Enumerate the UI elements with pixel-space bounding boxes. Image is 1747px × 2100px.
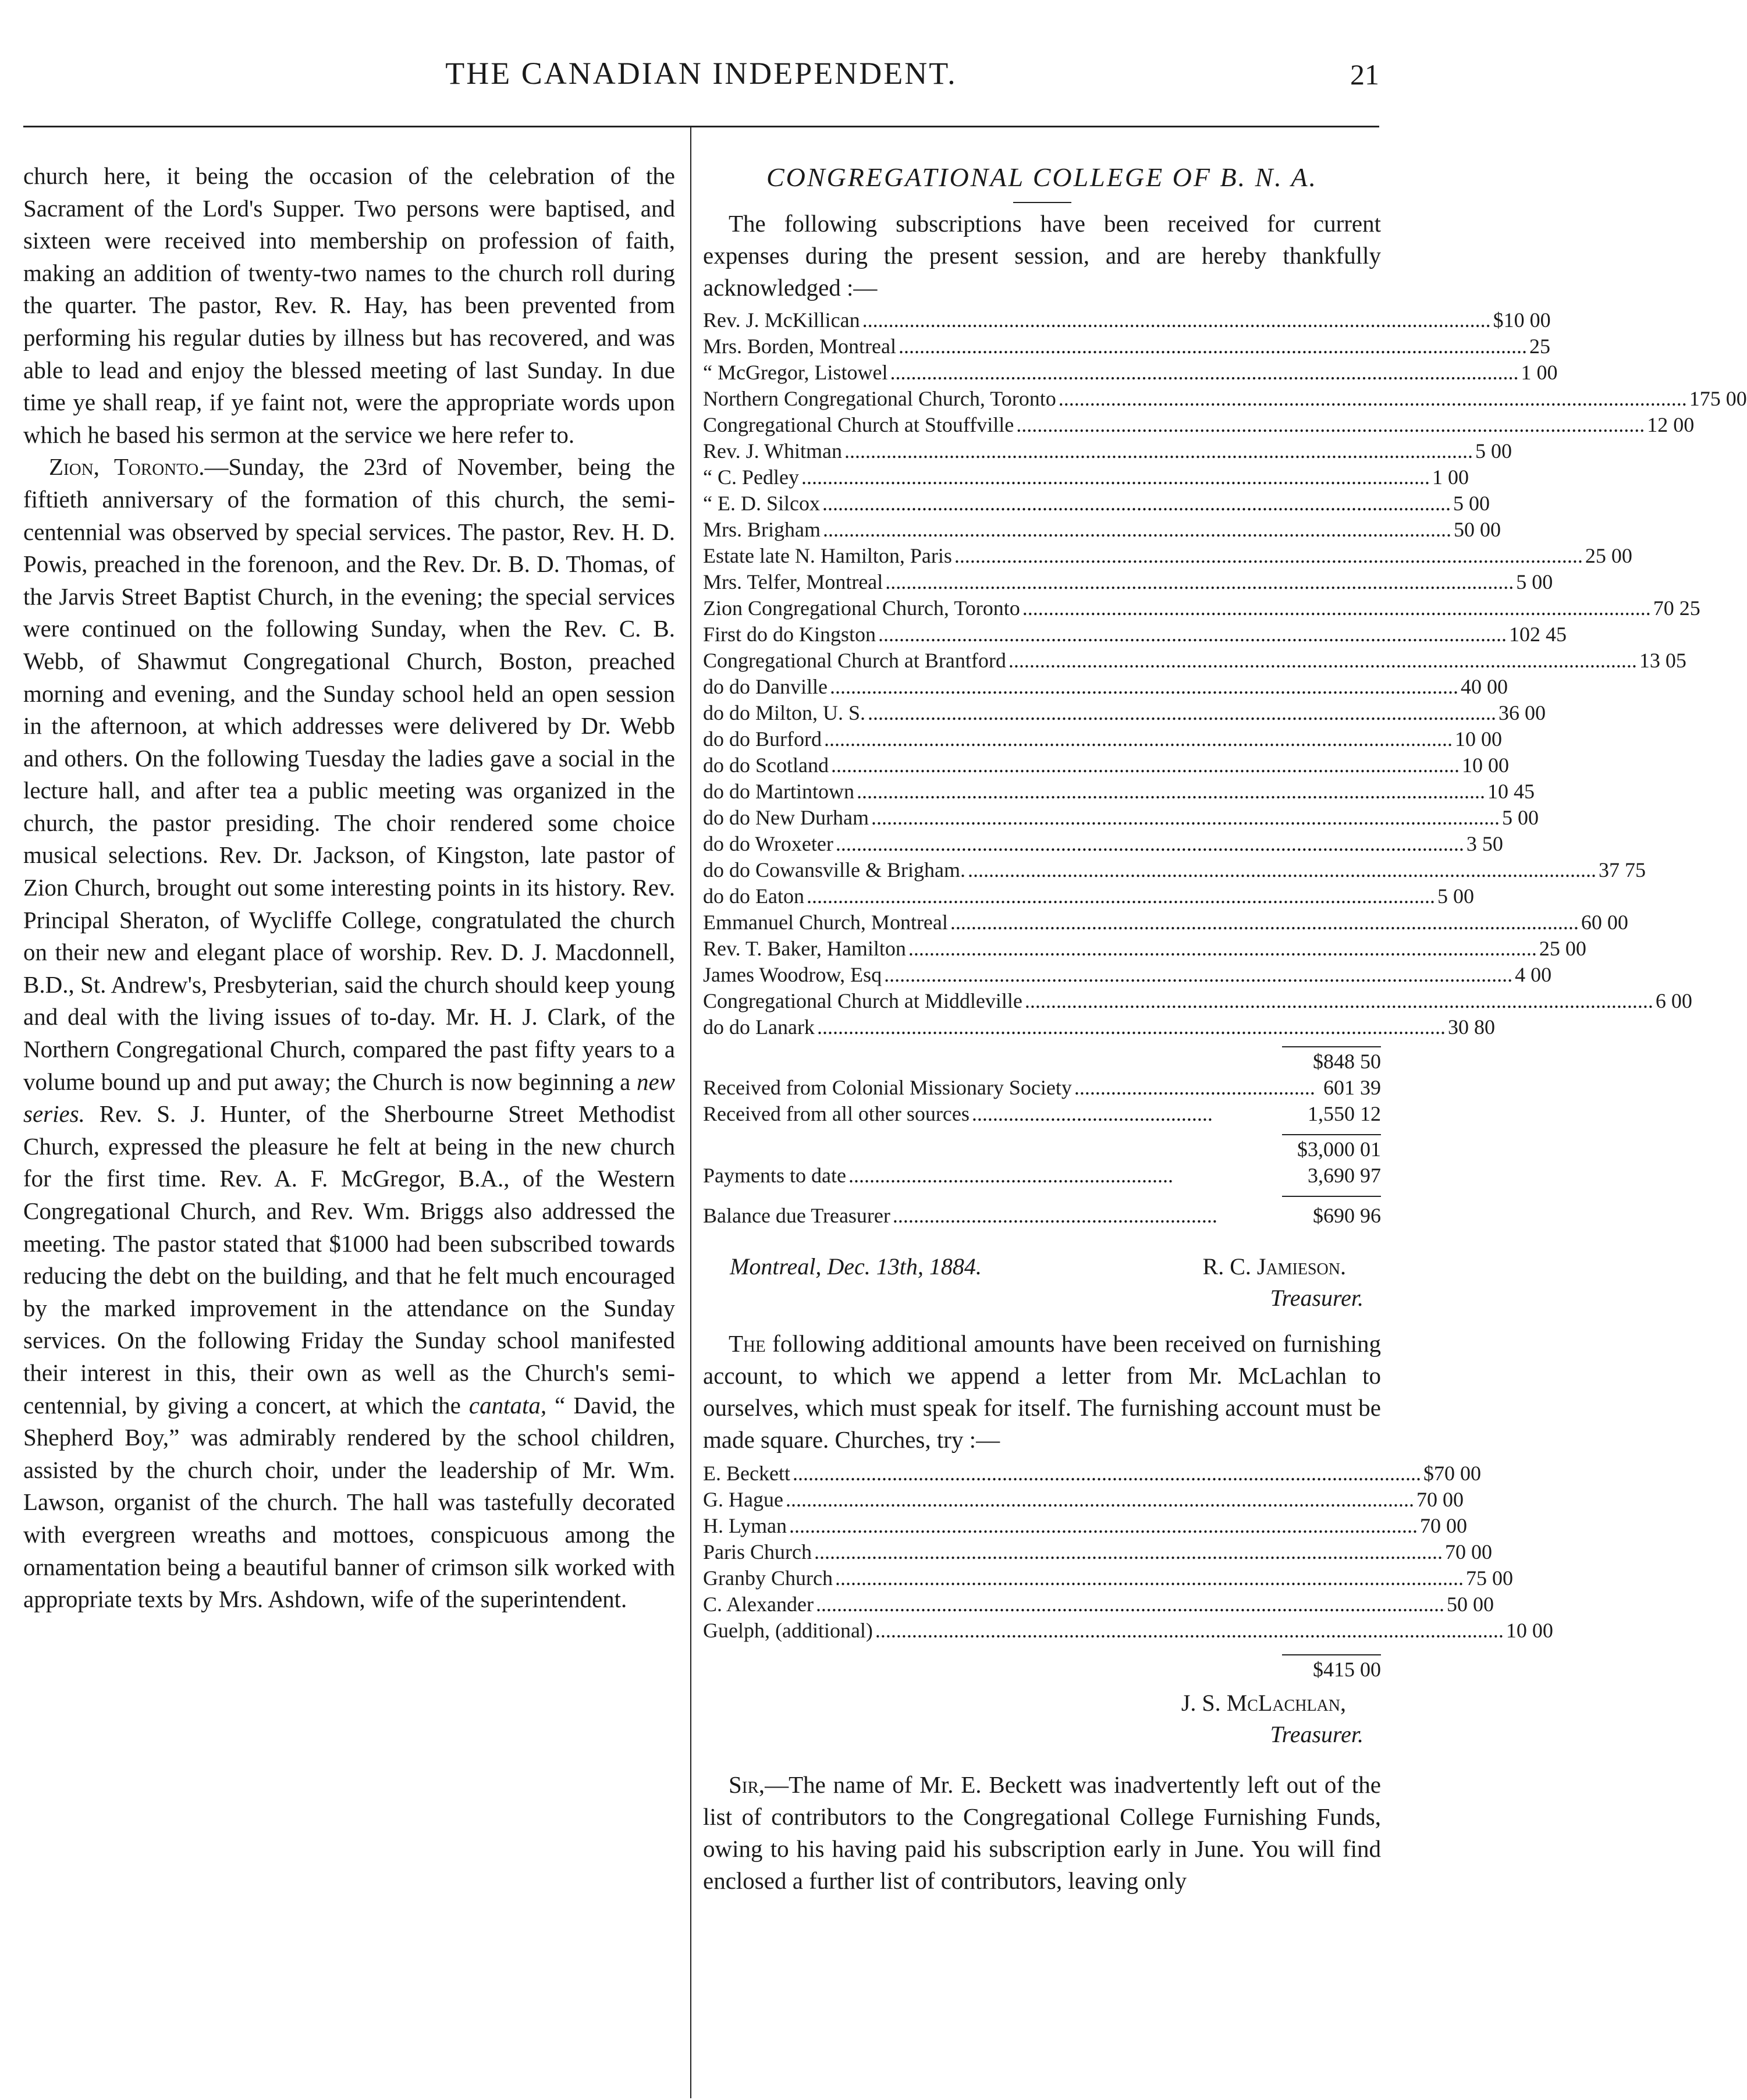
ledger-row bbox=[703, 1565, 1513, 1591]
ledger-amount: 175 00 bbox=[1689, 387, 1747, 410]
subtotal-amount: $848 50 bbox=[1313, 1050, 1381, 1073]
ledger-row bbox=[703, 988, 1692, 1014]
ledger-amount: $10 00 bbox=[1493, 308, 1551, 332]
balance-row: Balance due Treasurer .............................................................. $690 96 bbox=[703, 1203, 1381, 1229]
left-column bbox=[23, 160, 675, 1616]
ledger-row bbox=[703, 412, 1695, 438]
payments-label: Payments to date bbox=[703, 1164, 846, 1187]
ledger-row bbox=[703, 1539, 1492, 1565]
colonial-amount: 601 39 bbox=[1323, 1076, 1381, 1099]
ledger-name: Estate late N. Hamilton, Paris bbox=[703, 544, 952, 567]
other-sources-row: Received from all other sources .............................................. 1,550 12 bbox=[703, 1101, 1381, 1127]
leader-dots: ........................................................................................................................ bbox=[830, 754, 1460, 777]
leader-dots: ........................................................................................................................ bbox=[835, 832, 1464, 855]
sum-rule bbox=[1282, 1196, 1381, 1197]
page-number: 21 bbox=[1350, 58, 1379, 91]
ledger-amount: 1 00 bbox=[1432, 466, 1469, 489]
ledger-name: “ C. Pedley bbox=[703, 466, 799, 489]
ledger-name: Mrs. Borden, Montreal bbox=[703, 335, 896, 358]
leader-dots: ........................................................................................................................ bbox=[1008, 649, 1637, 672]
ledger-row bbox=[703, 831, 1503, 857]
ledger-amount: 4 00 bbox=[1515, 963, 1552, 986]
sum-rule bbox=[1282, 1134, 1381, 1135]
ledger-amount: 13 05 bbox=[1639, 649, 1686, 672]
publication-title: THE CANADIAN INDEPENDENT. bbox=[445, 56, 957, 91]
ledger-amount: 50 00 bbox=[1446, 1593, 1494, 1616]
ledger-name: do do Wroxeter bbox=[703, 832, 833, 855]
ledger-row bbox=[703, 752, 1509, 779]
ledger-amount: 25 00 bbox=[1539, 937, 1586, 960]
ledger-name: Granby Church bbox=[703, 1566, 833, 1590]
ledger-row bbox=[703, 360, 1558, 386]
leader-dots: ........................................................................................................................ bbox=[875, 1619, 1504, 1642]
section-heading: CONGREGATIONAL COLLEGE OF B. N. A. bbox=[766, 162, 1318, 192]
ledger-amount: 25 00 bbox=[1585, 544, 1632, 567]
total-amount: $3,000 01 bbox=[1297, 1138, 1381, 1161]
ledger-amount: 10 45 bbox=[1487, 780, 1535, 803]
right-column bbox=[703, 160, 1747, 1897]
leader-dots: ........................................................................................................................ bbox=[806, 884, 1435, 908]
ledger-name: do do Eaton bbox=[703, 884, 804, 908]
ledger-name: Rev. J. Whitman bbox=[703, 439, 842, 463]
ledger-amount: $70 00 bbox=[1423, 1462, 1481, 1485]
ledger-name: James Woodrow, Esq bbox=[703, 963, 882, 986]
ledger-name: Guelph, (additional) bbox=[703, 1619, 873, 1642]
leader-dots: ........................................................................................................................ bbox=[1016, 413, 1645, 436]
letter-paragraph bbox=[703, 1769, 1381, 1897]
ledger-amount: 5 00 bbox=[1475, 439, 1512, 463]
ledger-row bbox=[703, 517, 1501, 543]
ledger-amount: 60 00 bbox=[1581, 911, 1628, 934]
paragraph-text: following additional amounts have been received on furnishing account, to which we append a letter from Mr. McLachlan to ourselves, which must speak for itself. The furnishing account must be made square. Churches, try :— bbox=[703, 1330, 1381, 1453]
ledger-row bbox=[703, 648, 1686, 674]
ledger-name: Congregational Church at Middleville bbox=[703, 989, 1022, 1012]
ledger-name: do do Scotland bbox=[703, 754, 829, 777]
paragraph-lead: Sir, bbox=[729, 1771, 765, 1798]
ledger-name: Northern Congregational Church, Toronto bbox=[703, 387, 1056, 410]
ledger-row bbox=[703, 1618, 1553, 1644]
ledger-name: Mrs. Brigham bbox=[703, 518, 821, 541]
leader-dots: ........................................................................................................................ bbox=[823, 518, 1451, 541]
paragraph-text: —Sunday, the 23rd of November, being the fiftieth anniversary of the formation of this church, the semi-centennial was observed by special services. The pastor, Rev. H. D. Powis, preached in the forenoon, and the Rev. Dr. B. D. Thomas, of the Jarvis Street Baptist Church, in the evening; the special services were continued on the following Sunday, when the Rev. C. B. Webb, of Shawmut Congregational Church, Boston, preached morning and evening, and the Sunday school held an open session in the afternoon, at which addresses were delivered by Dr. Webb and others. On the following Tuesday the ladies gave a social in the lecture hall, and after tea a public meeting was organized in the church, the pastor presiding. The choir rendered some choice musical selections. Rev. Dr. Jackson, of Kingston, late pastor of Zion Church, brought out some interesting points in its history. Rev. Principal Sheraton, of Wycliffe College, congratulated the church on their new and elegant place of worship. Rev. D. J. Macdonnell, B.D., St. Andrew's, Presbyterian, said the church should keep young and deal with the living issues of to-day. Mr. H. J. Clark, of the Northern Congregational Church, compared the past fifty years to a volume bound up and put away; the Church is now beginning a bbox=[23, 453, 675, 1095]
ledger-amount: 30 80 bbox=[1447, 1015, 1495, 1039]
balance-label: Balance due Treasurer bbox=[703, 1204, 890, 1227]
ledger-amount: 12 00 bbox=[1647, 413, 1695, 436]
ledger-name: do do Danville bbox=[703, 675, 828, 698]
leader-dots: ........................................................................................................................ bbox=[871, 806, 1500, 829]
heading-rule bbox=[1013, 202, 1071, 203]
other-sources-amount: 1,550 12 bbox=[1308, 1102, 1381, 1125]
leader-dots: ........................................................................................................................ bbox=[835, 1566, 1464, 1590]
payments-row: Payments to date .............................................................. 3,690 97 bbox=[703, 1163, 1381, 1189]
ledger-row bbox=[703, 543, 1632, 569]
leader-dots: ........................................................................................................................ bbox=[785, 1488, 1414, 1511]
signature-block bbox=[703, 1251, 1381, 1314]
ledger-amount: 5 00 bbox=[1501, 806, 1539, 829]
sum-rule bbox=[1282, 1046, 1381, 1047]
ledger-name: do do Cowansville & Brigham. bbox=[703, 858, 965, 882]
ledger-name: First do do Kingston bbox=[703, 623, 876, 646]
leader-dots: ........................................................................................................................ bbox=[967, 858, 1596, 882]
column-divider bbox=[690, 126, 691, 2098]
leader-dots: ........................................................................................................................ bbox=[868, 701, 1497, 724]
ledger-row bbox=[703, 674, 1508, 700]
leader-dots: ........................................................................................................................ bbox=[1022, 596, 1651, 620]
signature-role: Treasurer. bbox=[1270, 1721, 1363, 1747]
ledger-amount: 10 00 bbox=[1454, 727, 1502, 751]
other-sources-label: Received from all other sources bbox=[703, 1102, 970, 1125]
leader-dots: ........................................................................................................................ bbox=[884, 963, 1513, 986]
leader-dots: ........................................................................................................................ bbox=[829, 675, 1458, 698]
paragraph-text: —The name of Mr. E. Beckett was inadvertently left out of the list of contributors to the Congregational College Furnishing Funds, owing to his having paid his subscription early in June. You will find enclosed a further list of contributors, leaving only bbox=[703, 1771, 1381, 1894]
ledger-name: Congregational Church at Brantford bbox=[703, 649, 1006, 672]
ledger-amount: 70 25 bbox=[1653, 596, 1700, 620]
ledger-amount: 5 00 bbox=[1437, 884, 1474, 908]
leader-dots: ........................................................................................................................ bbox=[885, 570, 1514, 594]
leader-dots: ........................................................................................................................ bbox=[792, 1462, 1421, 1485]
ledger-row bbox=[703, 726, 1502, 752]
leader-dots: ........................................................................................................................ bbox=[890, 361, 1519, 384]
leader-dots: ........................................................................................................................ bbox=[822, 492, 1451, 515]
leader-dots: ........................................................................................................................ bbox=[815, 1593, 1444, 1616]
ledger-row bbox=[703, 386, 1747, 412]
ledger-row bbox=[703, 438, 1512, 464]
colonial-label: Received from Colonial Missionary Society bbox=[703, 1076, 1072, 1099]
ledger-name: do do Milton, U. S. bbox=[703, 701, 866, 724]
leader-dots: ........................................................................................................................ bbox=[954, 544, 1583, 567]
leader-dots: ........................................................................................................................ bbox=[898, 335, 1527, 358]
ledger-amount: 36 00 bbox=[1499, 701, 1546, 724]
ledger-amount: 10 00 bbox=[1461, 754, 1509, 777]
sum-rule bbox=[1282, 1654, 1381, 1655]
leader-dots: ........................................................................................................................ bbox=[950, 911, 1579, 934]
leader-dots: ........................................................................................................................ bbox=[856, 780, 1485, 803]
ledger-name: do do Burford bbox=[703, 727, 822, 751]
payments-amount: 3,690 97 bbox=[1308, 1164, 1381, 1187]
ledger-name: Rev. T. Baker, Hamilton bbox=[703, 937, 906, 960]
ledger-row bbox=[703, 1513, 1467, 1539]
ledger-name: “ McGregor, Listowel bbox=[703, 361, 888, 384]
paragraph-zion-toronto bbox=[23, 451, 675, 1615]
subscriptions-intro: The following subscriptions have been received for current expenses during the present session, and are hereby thankfully acknowledged :— bbox=[703, 210, 1381, 301]
ledger-name: Congregational Church at Stouffville bbox=[703, 413, 1014, 436]
leader-dots: ........................................................................................................................ bbox=[908, 937, 1537, 960]
ledger-amount: 3 50 bbox=[1466, 832, 1503, 855]
leader-dots: ........................................................................................................................ bbox=[1024, 989, 1653, 1012]
ledger-row bbox=[703, 700, 1546, 726]
ledger-amount: 50 00 bbox=[1454, 518, 1501, 541]
ledger-name: Emmanuel Church, Montreal bbox=[703, 911, 948, 934]
ledger-row bbox=[703, 857, 1646, 883]
ledger-amount: 70 00 bbox=[1416, 1488, 1464, 1511]
ledger-name: H. Lyman bbox=[703, 1514, 787, 1537]
ledger-amount: 102 45 bbox=[1509, 623, 1567, 646]
total-row bbox=[703, 1136, 1381, 1163]
colonial-row: Received from Colonial Missionary Society .............................................. 601 39 bbox=[703, 1075, 1381, 1101]
furnishing-total-row bbox=[703, 1657, 1381, 1683]
paragraph-italic: new series. bbox=[23, 1068, 675, 1128]
ledger-row bbox=[703, 491, 1490, 517]
ledger-row bbox=[703, 569, 1553, 595]
ledger-amount: 5 00 bbox=[1516, 570, 1553, 594]
header-rule bbox=[23, 126, 1379, 127]
ledger-row bbox=[703, 307, 1551, 333]
ledger-name: “ E. D. Silcox bbox=[703, 492, 820, 515]
leader-dots: ........................................................................................................................ bbox=[816, 1015, 1446, 1039]
ledger-amount: 70 00 bbox=[1444, 1540, 1492, 1564]
ledger-row bbox=[703, 962, 1552, 988]
ledger-row bbox=[703, 909, 1628, 936]
subtotal-row bbox=[703, 1049, 1381, 1075]
subscriptions-list bbox=[703, 307, 1747, 1040]
ledger-name: do do New Durham bbox=[703, 806, 869, 829]
paragraph-italic: cantata, bbox=[468, 1391, 547, 1419]
paragraph-church-here: church here, it being the occasion of the celebration of the Sacrament of the Lord's Supper. Two persons were baptised, and sixteen were received into membership on profession of faith, making an addition of twenty-two names to the church roll during the quarter. The pastor, Rev. R. Hay, has been prevented from performing his regular duties by illness but has recovered, and was able to lead and enjoy the blessed meeting of last Sunday. In due time ye shall reap, if ye faint not, were the appropriate words upon which he based his sermon at the service we here refer to. bbox=[23, 162, 675, 448]
balance-amount: $690 96 bbox=[1313, 1204, 1381, 1227]
ledger-name: Paris Church bbox=[703, 1540, 812, 1564]
ledger-row bbox=[703, 595, 1700, 621]
leader-dots: ........................................................................................................................ bbox=[878, 623, 1507, 646]
ledger-row bbox=[703, 779, 1535, 805]
ledger-row bbox=[703, 333, 1550, 360]
ledger-row bbox=[703, 1014, 1495, 1040]
ledger-row bbox=[703, 805, 1539, 831]
ledger-row bbox=[703, 1591, 1494, 1618]
signature-date: Montreal, Dec. 13th, 1884. bbox=[730, 1253, 982, 1280]
ledger-amount: 10 00 bbox=[1505, 1619, 1553, 1642]
ledger-name: Zion Congregational Church, Toronto bbox=[703, 596, 1020, 620]
ledger-amount: 5 00 bbox=[1453, 492, 1490, 515]
ledger-name: E. Beckett bbox=[703, 1462, 790, 1485]
page-header bbox=[23, 55, 1379, 102]
ledger-amount: 1 00 bbox=[1521, 361, 1558, 384]
leader-dots: ........................................................................................................................ bbox=[844, 439, 1473, 463]
ledger-amount: 75 00 bbox=[1465, 1566, 1513, 1590]
paragraph-text: “ David, the Shepherd Boy,” was admirably rendered by the school children, assisted by the church choir, under the leadership of Mr. Wm. Lawson, organist of the church. The hall was tastefully decorated with evergreen wreaths and mottoes, conspicuous among the ornamentation being a beautiful banner of crimson silk worked with appropriate texts by Mrs. Ashdown, wife of the superintendent. bbox=[23, 1391, 675, 1613]
paragraph-text: Rev. S. J. Hunter, of the Sherbourne Street Methodist Church, expressed the pleasure he felt at being in the new church for the first time. Rev. A. F. McGregor, B.A., of the Western Congregational Church, and Rev. Wm. Briggs also addressed the meeting. The pastor stated that $1000 had been subscribed towards reducing the debt on the building, and that he felt much encouraged by the marked improvement in the attendance on the Sunday services. On the following Friday the Sunday school manifested their interest in this, their own as well as the Church's semi-centennial, by giving a concert, at which the bbox=[23, 1100, 675, 1419]
ledger-row bbox=[703, 936, 1586, 962]
signature-name: J. S. McLachlan, bbox=[1181, 1690, 1346, 1716]
furnishing-paragraph bbox=[703, 1328, 1381, 1456]
paragraph-lead: The bbox=[729, 1330, 766, 1357]
ledger-name: Mrs. Telfer, Montreal bbox=[703, 570, 883, 594]
leader-dots: ........................................................................................................................ bbox=[789, 1514, 1418, 1537]
leader-dots: ........................................................................................................................ bbox=[801, 466, 1430, 489]
ledger-name: C. Alexander bbox=[703, 1593, 814, 1616]
ledger-name: G. Hague bbox=[703, 1488, 783, 1511]
furnishing-summary bbox=[703, 1654, 1381, 1683]
ledger-name: Rev. J. McKillican bbox=[703, 308, 860, 332]
ledger-amount: 37 75 bbox=[1598, 858, 1646, 882]
leader-dots: ........................................................................................................................ bbox=[814, 1540, 1443, 1564]
leader-dots: ........................................................................................................................ bbox=[862, 308, 1491, 332]
ledger-amount: 70 00 bbox=[1419, 1514, 1467, 1537]
furnishing-list bbox=[703, 1461, 1553, 1644]
ledger-row bbox=[703, 621, 1567, 648]
subscriptions-summary bbox=[703, 1046, 1381, 1229]
furnishing-total: $415 00 bbox=[1313, 1658, 1381, 1681]
ledger-row bbox=[703, 883, 1474, 909]
ledger-name: do do Martintown bbox=[703, 780, 854, 803]
leader-dots: ........................................................................................................................ bbox=[823, 727, 1453, 751]
ledger-name: do do Lanark bbox=[703, 1015, 815, 1039]
ledger-amount: 6 00 bbox=[1655, 989, 1692, 1012]
ledger-amount: 25 bbox=[1529, 335, 1550, 358]
ledger-row bbox=[703, 464, 1469, 491]
signature-block-2 bbox=[703, 1687, 1381, 1750]
leader-dots: ........................................................................................................................ bbox=[1058, 387, 1687, 410]
signature-name: R. C. Jamieson. bbox=[1202, 1253, 1346, 1280]
ledger-amount: 40 00 bbox=[1460, 675, 1508, 698]
ledger-row bbox=[703, 1487, 1464, 1513]
paragraph-lead: Zion, Toronto. bbox=[49, 453, 205, 481]
ledger-row bbox=[703, 1461, 1481, 1487]
signature-role: Treasurer. bbox=[1270, 1285, 1363, 1311]
